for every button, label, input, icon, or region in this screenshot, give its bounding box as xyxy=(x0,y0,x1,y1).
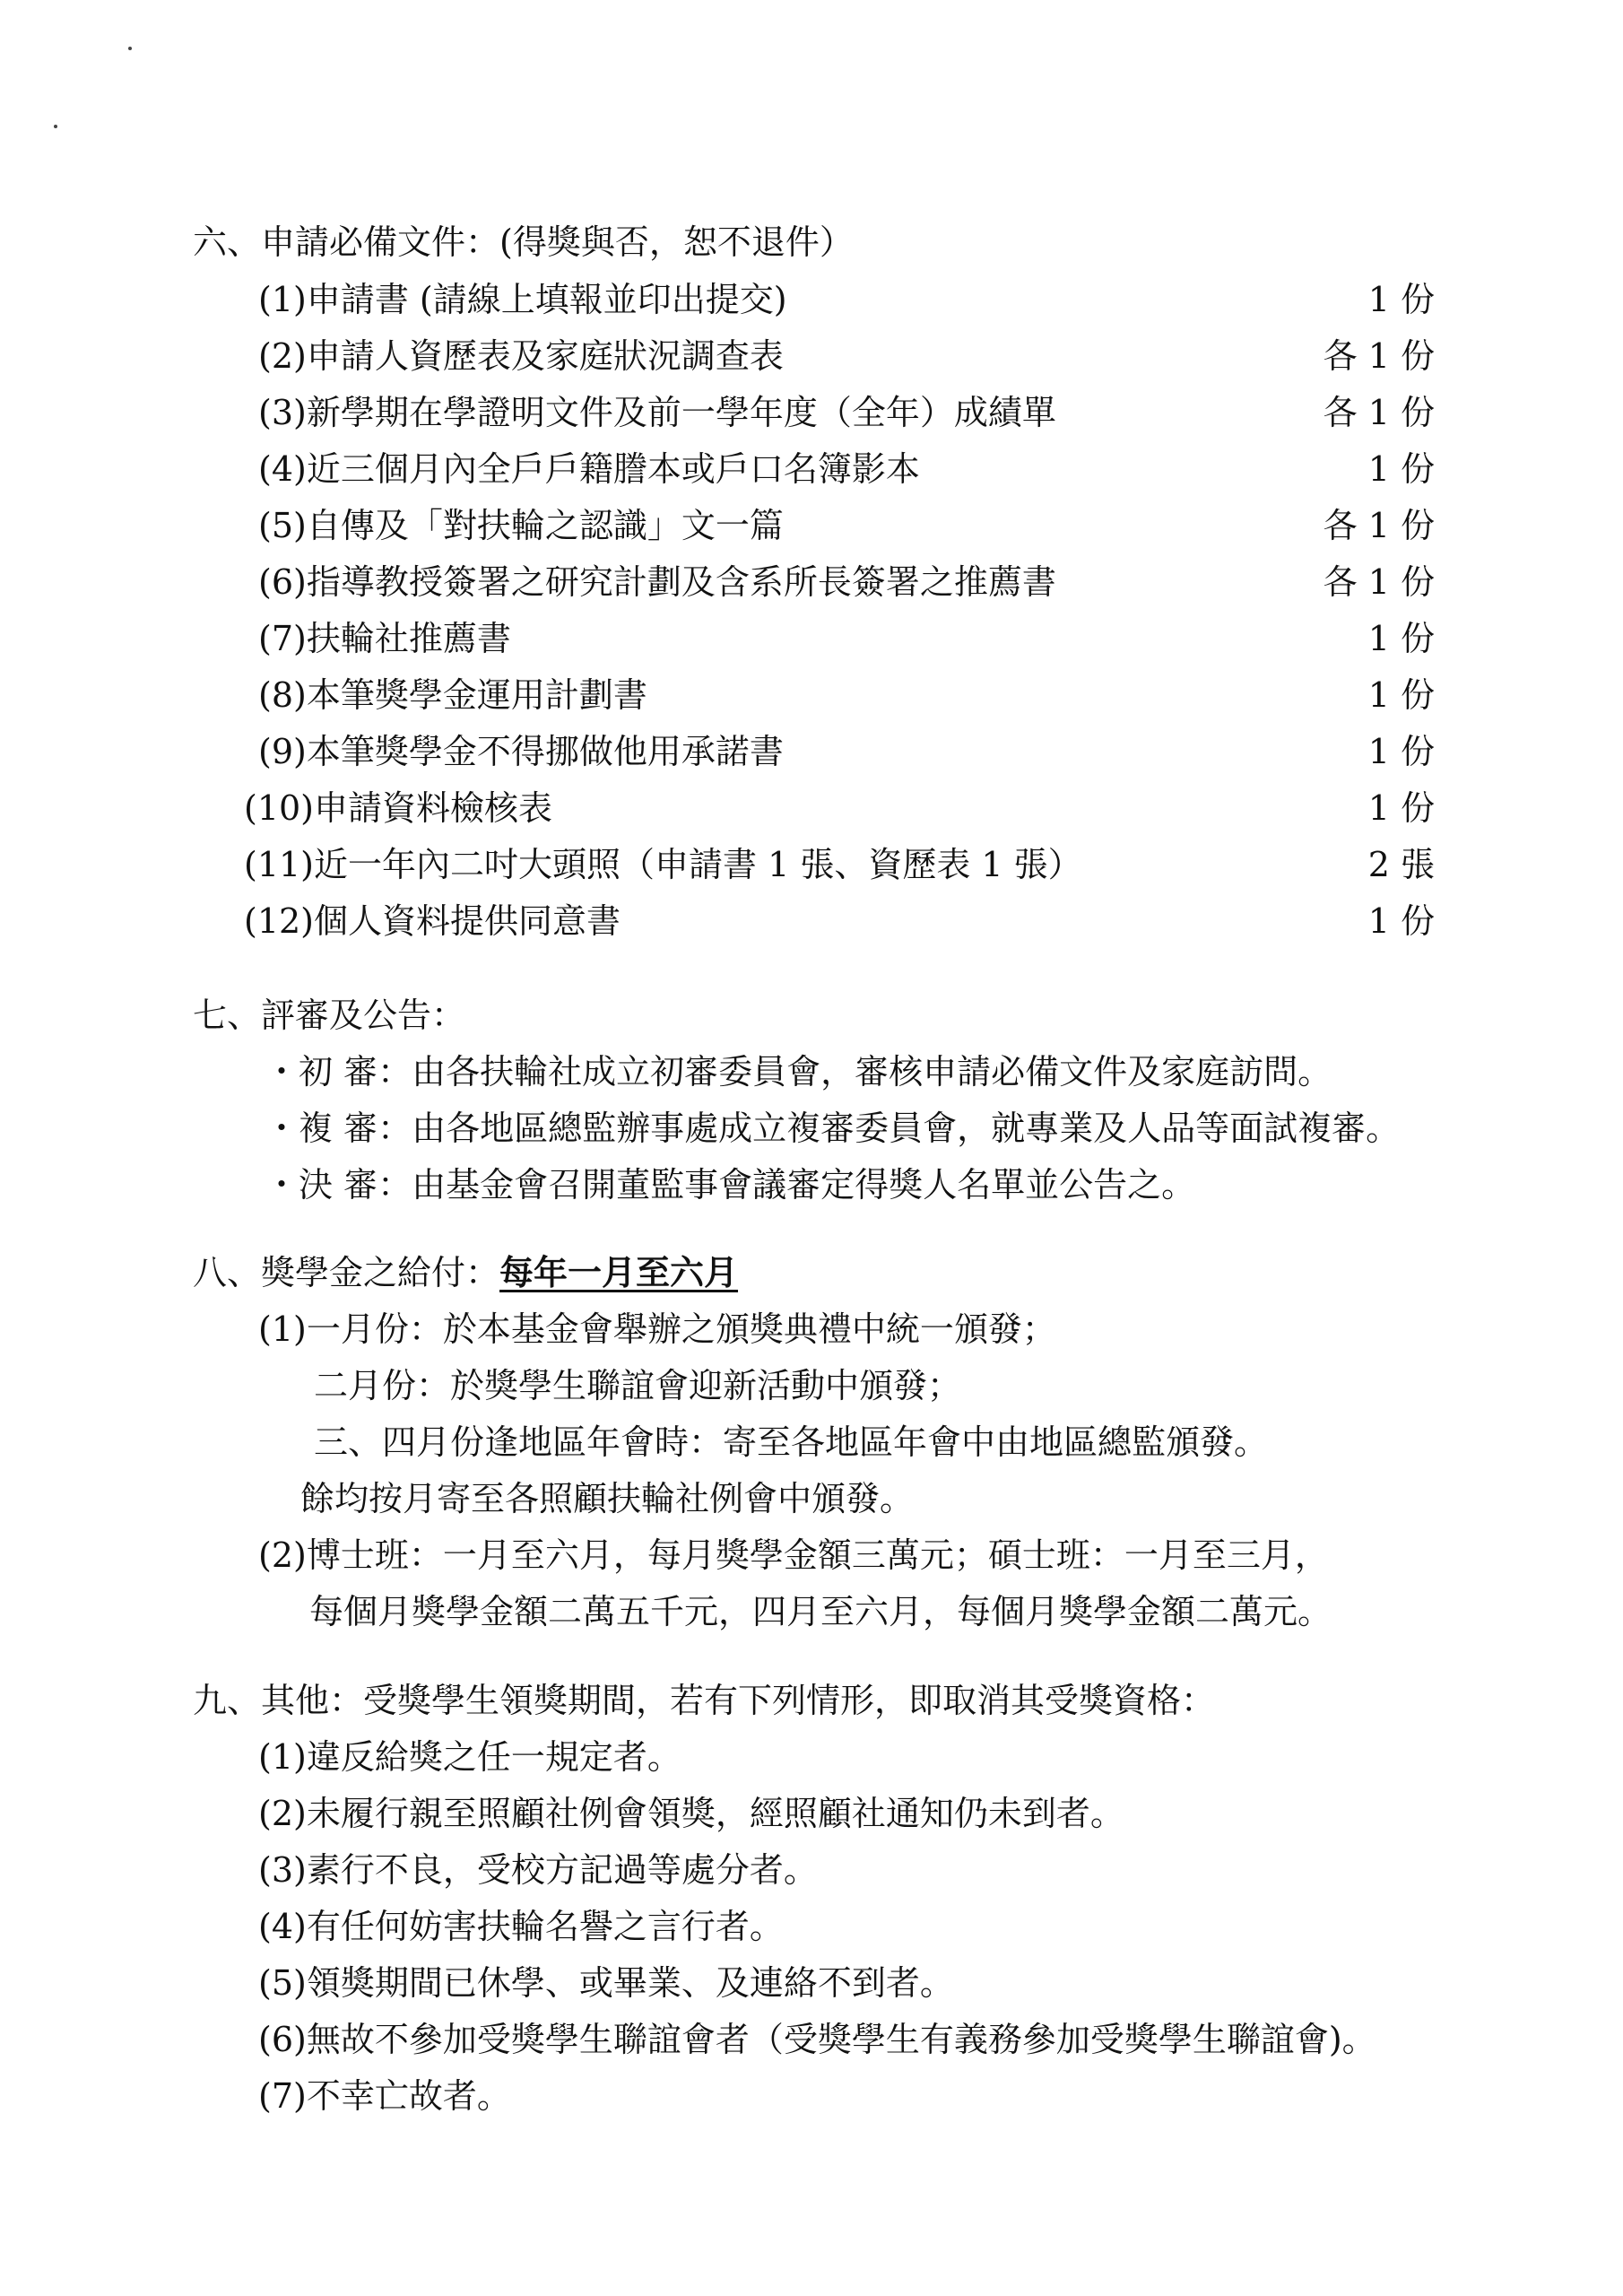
list-item: (9)本筆獎學金不得挪做他用承諾書 xyxy=(258,732,784,771)
paragraph-line: 餘均按月寄至各照顧扶輪社例會中頒發。 xyxy=(300,1479,915,1518)
item-quantity: 1 份 xyxy=(1367,675,1435,715)
list-item: ・初 審：由各扶輪社成立初審委員會，審核申請必備文件及家庭訪問。 xyxy=(265,1052,1332,1091)
item-quantity: 1 份 xyxy=(1367,280,1435,319)
item-quantity: 各 1 份 xyxy=(1323,562,1435,602)
scan-speck xyxy=(54,125,57,128)
item-quantity: 1 份 xyxy=(1367,788,1435,828)
list-item: (4)有任何妨害扶輪名譽之言行者。 xyxy=(258,1907,784,1946)
payment-period-emphasis: 每年一月至六月 xyxy=(499,1252,739,1292)
item-quantity: 2 張 xyxy=(1367,845,1435,884)
list-item: ・複 審：由各地區總監辦事處成立複審委員會，就專業及人品等面試複審。 xyxy=(265,1109,1401,1148)
section-six-heading: 六、申請必備文件：(得獎與否，恕不退件） xyxy=(193,222,854,262)
list-item: ・決 審：由基金會召開董監事會議審定得獎人名單並公告之。 xyxy=(265,1165,1196,1205)
paragraph-line: 二月份：於獎學生聯誼會迎新活動中頒發； xyxy=(314,1366,962,1405)
section-nine-heading: 九、其他：受獎學生領獎期間，若有下列情形，即取消其受獎資格： xyxy=(193,1681,1216,1720)
item-quantity: 各 1 份 xyxy=(1323,336,1435,376)
list-item: (1)違反給獎之任一規定者。 xyxy=(258,1737,681,1777)
item-quantity: 各 1 份 xyxy=(1323,393,1435,432)
item-quantity: 1 份 xyxy=(1367,449,1435,489)
section-seven-heading: 七、評審及公告： xyxy=(193,996,466,1035)
list-item: (7)不幸亡故者。 xyxy=(258,2076,511,2116)
item-quantity: 各 1 份 xyxy=(1323,506,1435,545)
list-item: (11)近一年內二吋大頭照（申請書 1 張、資歷表 1 張） xyxy=(244,845,1082,884)
section-eight-heading-text: 八、獎學金之給付： xyxy=(193,1253,500,1292)
list-item: (10)申請資料檢核表 xyxy=(244,788,553,828)
list-item: (1)申請書 (請線上填報並印出提交) xyxy=(258,280,787,319)
list-item: (3)新學期在學證明文件及前一學年度（全年）成績單 xyxy=(258,393,1056,432)
list-item: (12)個人資料提供同意書 xyxy=(244,901,621,941)
list-item: (2)申請人資歷表及家庭狀況調查表 xyxy=(258,336,784,376)
list-item: (6)無故不參加受獎學生聯誼會者（受獎學生有義務參加受獎學生聯誼會)。 xyxy=(258,2020,1376,2059)
section-eight-heading xyxy=(193,1251,738,1294)
list-item: (8)本筆獎學金運用計劃書 xyxy=(258,675,647,715)
paragraph-line: 三、四月份逢地區年會時：寄至各地區年會中由地區總監頒發。 xyxy=(314,1422,1269,1462)
list-item: (2)未履行親至照顧社例會領獎，經照顧社通知仍未到者。 xyxy=(258,1794,1124,1833)
item-quantity: 1 份 xyxy=(1367,619,1435,658)
paragraph-line: 每個月獎學金額二萬五千元，四月至六月，每個月獎學金額二萬元。 xyxy=(309,1592,1332,1631)
scan-speck xyxy=(128,47,132,50)
list-item: (4)近三個月內全戶戶籍謄本或戶口名簿影本 xyxy=(258,449,920,489)
list-item: (7)扶輪社推薦書 xyxy=(258,619,511,658)
list-item: (3)素行不良，受校方記過等處分者。 xyxy=(258,1850,818,1890)
item-quantity: 1 份 xyxy=(1367,901,1435,941)
item-quantity: 1 份 xyxy=(1367,732,1435,771)
paragraph-line: (2)博士班：一月至六月，每月獎學金額三萬元；碩士班：一月至三月， xyxy=(258,1535,1329,1575)
list-item: (6)指導教授簽署之研究計劃及含系所長簽署之推薦書 xyxy=(258,562,1056,602)
list-item: (5)領獎期間已休學、或畢業、及連絡不到者。 xyxy=(258,1963,954,2003)
paragraph-line: (1)一月份：於本基金會舉辦之頒獎典禮中統一頒發； xyxy=(258,1309,1056,1349)
list-item: (5)自傳及「對扶輪之認識」文一篇 xyxy=(258,506,784,545)
